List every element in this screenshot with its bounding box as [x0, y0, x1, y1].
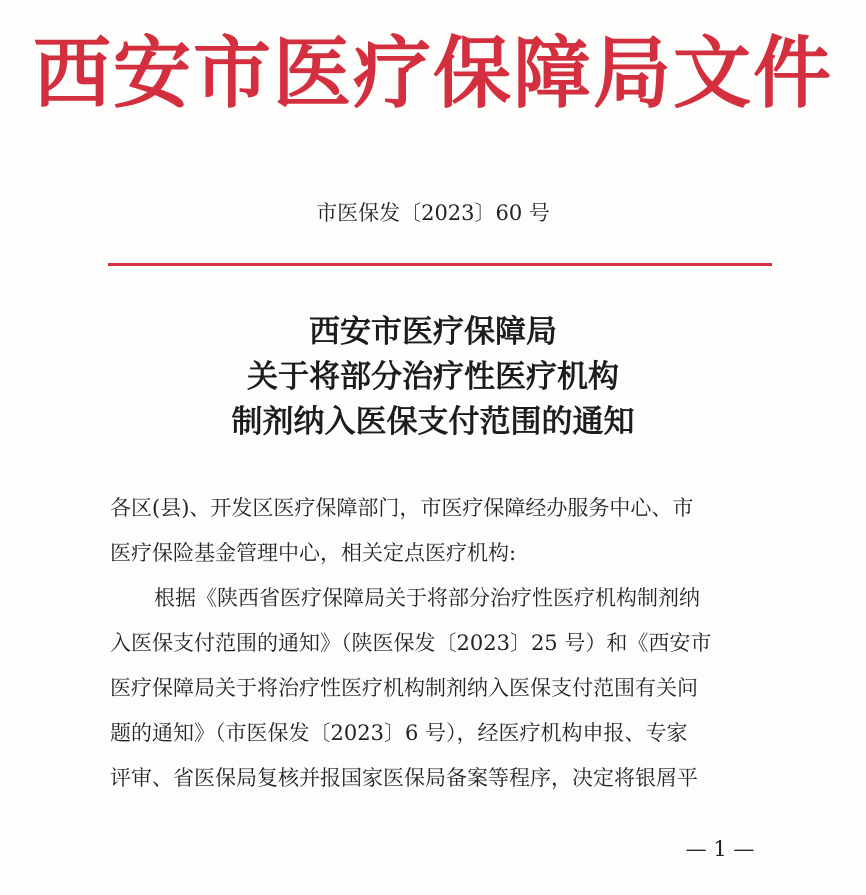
- body-line-1: 根据《陕西省医疗保障局关于将部分治疗性医疗机构制剂纳: [154, 586, 700, 610]
- red-divider-rule: [108, 263, 772, 266]
- body-line-5: 评审、省医保局复核并报国家医保局备案等程序，决定将银屑平: [110, 766, 698, 790]
- title-line-1: 西安市医疗保障局: [309, 314, 557, 350]
- title-line-2: 关于将部分治疗性医疗机构: [247, 359, 619, 395]
- body-line-3: 医疗保障局关于将治疗性医疗机构制剂纳入医保支付范围有关问: [110, 676, 698, 700]
- body-line-4: 题的通知》（市医保发〔2023〕6 号），经医疗机构申报、专家: [110, 721, 688, 745]
- title-line-3: 制剂纳入医保支付范围的通知: [231, 404, 635, 440]
- body-line-2: 入医保支付范围的通知》（陕医保发〔2023〕25 号）和《西安市: [110, 631, 712, 655]
- addressee-line-2: 医疗保险基金管理中心，相关定点医疗机构:: [110, 541, 517, 565]
- masthead-title: 西安市医疗保障局文件: [32, 29, 833, 119]
- notice-body: [110, 486, 770, 801]
- document-number: 市医保发〔2023〕60 号: [316, 201, 550, 225]
- addressee-line-1: 各区(县)、开发区医疗保障部门，市医疗保障经办服务中心、市: [110, 496, 694, 520]
- page-number: — 1 —: [685, 837, 755, 861]
- notice-title: [0, 310, 866, 445]
